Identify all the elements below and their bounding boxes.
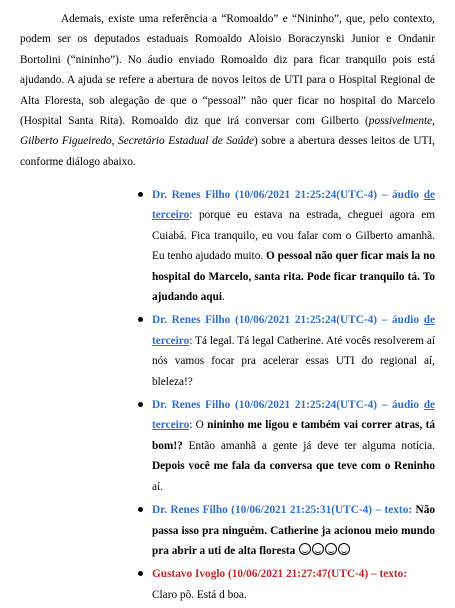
- bullet-icon: [138, 317, 143, 322]
- intro-paragraph: [20, 9, 435, 172]
- message-header: Dr. Renes Filho (10/06/2021 21:25:24(UTC-4) – áudio: [152, 314, 424, 327]
- message-bold-text: Não passa isso pra ninguém. Catherine ja acionou meio mundo pra abrir a uti de alta floresta: [152, 504, 435, 557]
- message-bold-text: O pessoal não quer ficar mais la no hospital do Marcelo, santa rita. Pode ficar tranquilo tá. To ajudando aqui: [152, 250, 435, 304]
- message-text: : O: [189, 419, 208, 432]
- message-text: .: [222, 291, 225, 304]
- message-separator: :: [403, 568, 408, 581]
- message-separator: :: [408, 504, 416, 517]
- message-header: Dr. Renes Filho (10/06/2021 21:25:24(UTC-4) – áudio: [152, 399, 424, 412]
- message-list: [152, 185, 435, 608]
- list-item: [152, 395, 435, 497]
- bullet-icon: [138, 507, 143, 512]
- laughing-emoji-icon: [325, 543, 337, 555]
- message-link[interactable]: de: [423, 399, 435, 412]
- message-link[interactable]: terceiro: [152, 334, 190, 347]
- list-item: [152, 185, 435, 307]
- message-text: Então amanhã a gente já deve ter alguma notícia.: [182, 439, 435, 452]
- laughing-emoji-icon: [338, 543, 350, 555]
- message-header: Dr. Renes Filho (10/06/2021 21:25:24(UTC-4) – áudio: [152, 189, 424, 201]
- message-text: aí.: [152, 480, 163, 493]
- message-text: Claro pô. Está d boa.: [152, 588, 247, 601]
- message-link[interactable]: terceiro: [152, 419, 190, 432]
- list-item: [152, 310, 435, 392]
- message-bold-text: nininho me ligou e também vai correr atras, tá bom!?: [152, 419, 435, 452]
- list-item: [152, 500, 435, 561]
- intro-text-1: Ademais, existe uma referência a “Romoaldo” e “Nininho”, que, pelo contexto, podem ser os deputados estaduais Romoaldo Aloisio Boraczynski Junior e Ondanir Bortolini (“nininho”). No áudio enviado Romoaldo diz para ficar tranquilo pois está ajudando. A ajuda se refere a abertura de novos leitos de UTI para o Hospital Regional de Alta Floresta, sob alegação de que o “pessoal” não quer ficar no hospital do Marcelo (Hospital Santa Rita). Romoaldo diz que irá conversar com Gilberto (: [20, 13, 435, 128]
- intro-text-2: ) sobre a abertura desses leitos de UTI, conforme diálogo abaixo.: [20, 135, 435, 168]
- laughing-emoji-icon: [312, 543, 324, 555]
- bullet-icon: [138, 402, 143, 407]
- message-link[interactable]: terceiro: [152, 209, 190, 222]
- laughing-emoji-icon: [299, 543, 311, 555]
- message-bold-text: Depois você me fala da conversa que teve com o Reninho: [152, 460, 435, 473]
- bullet-icon: [138, 192, 143, 197]
- message-link[interactable]: de: [423, 189, 435, 201]
- message-text: : Tá legal. Tá legal Catherine. Até vocês resolverem aí nós vamos focar pra acelerar essas UTI do regional aí, bleleza!?: [152, 334, 435, 388]
- message-text: : porque eu estava na estrada, cheguei agora em Cuiabá. Fica tranquilo, eu vou falar com o Gilberto amanhã. Eu tenho ajudado muito.: [152, 209, 435, 263]
- list-item: [152, 564, 435, 605]
- message-header: Dr. Renes Filho (10/06/2021 21:25:31(UTC-4) – texto: [152, 504, 409, 517]
- message-link[interactable]: de: [423, 314, 435, 327]
- intro-italic-note: possivelmente, Gilberto Figueiredo, Secretário Estadual de Saúde: [20, 115, 435, 148]
- bullet-icon: [138, 571, 143, 576]
- message-header: Gustavo Ivoglo (10/06/2021 21:27:47(UTC-4) – texto: [152, 568, 404, 581]
